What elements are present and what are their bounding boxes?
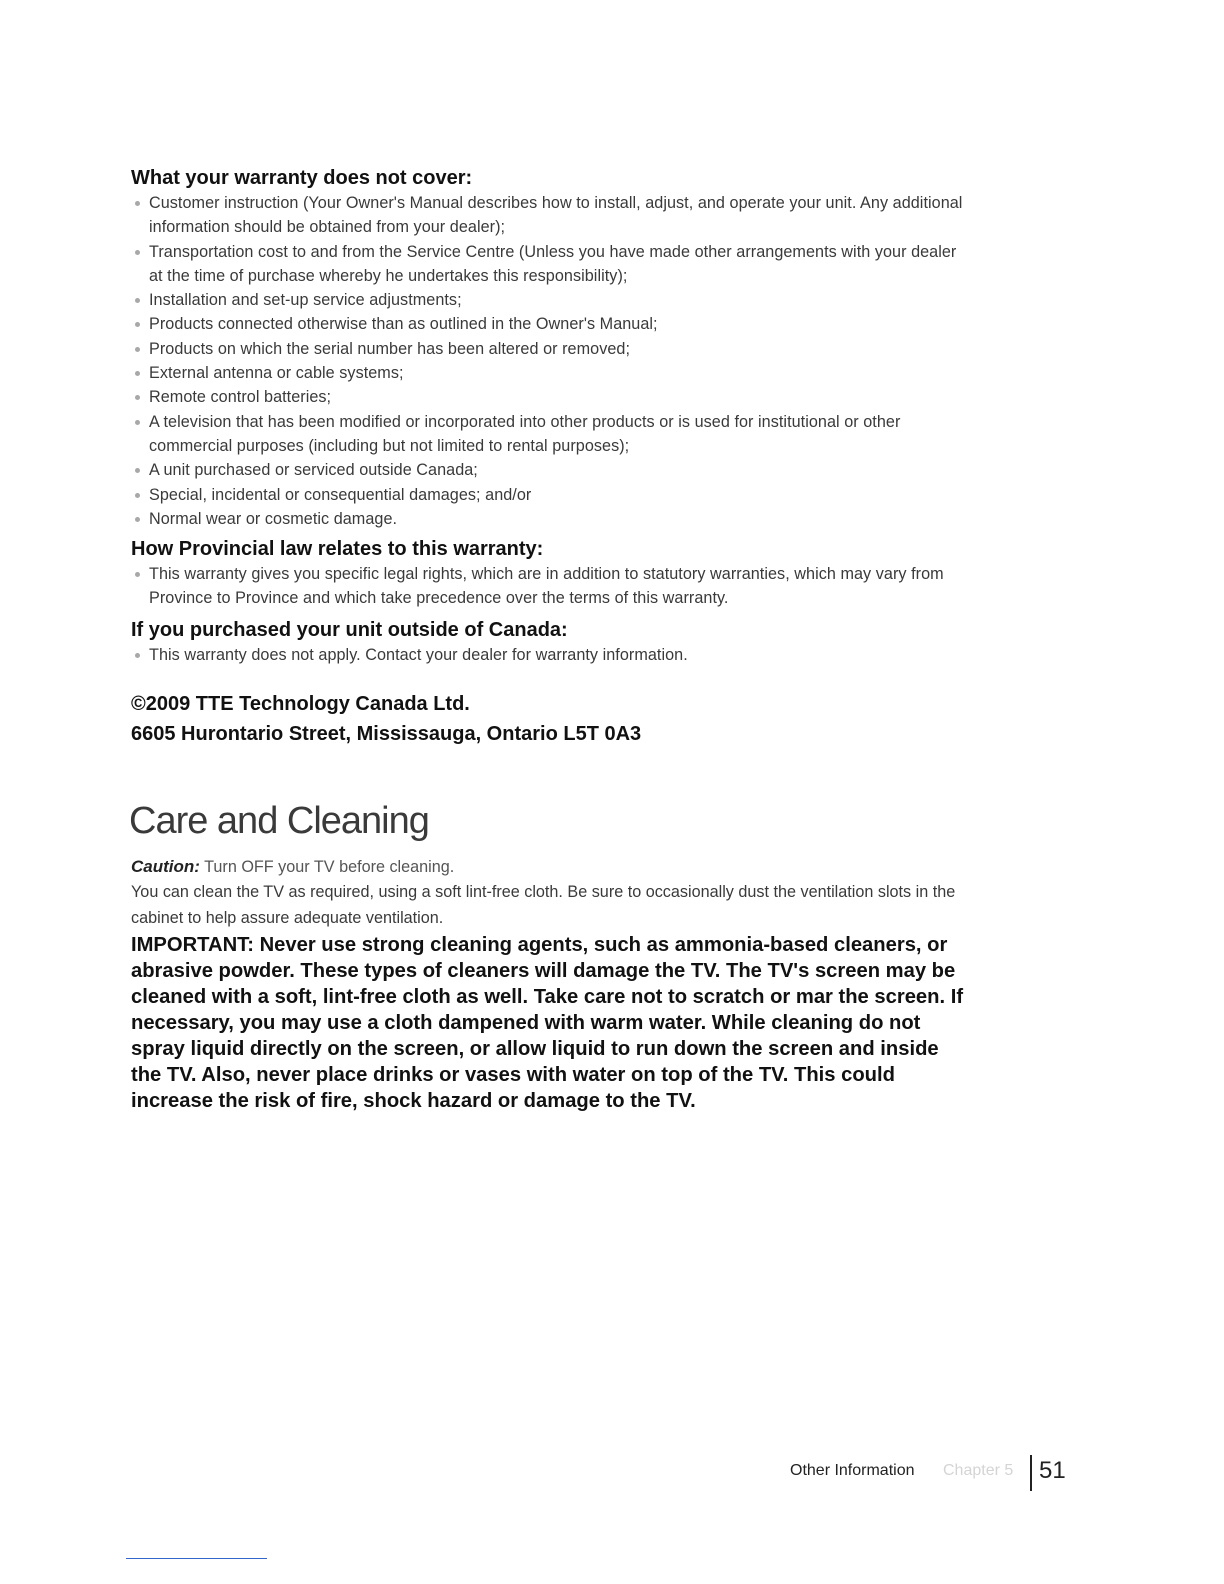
bottom-rule	[126, 1558, 267, 1559]
warranty-exclusions-list	[131, 191, 971, 531]
list-item: This warranty does not apply. Contact your dealer for warranty information.	[131, 643, 971, 667]
list-item: Normal wear or cosmetic damage.	[131, 507, 971, 531]
page-content	[131, 166, 971, 1114]
list-item: Products on which the serial number has been altered or removed;	[131, 337, 971, 361]
cleaning-paragraph: You can clean the TV as required, using a soft lint-free cloth. Be sure to occasionally dust the ventilation slots in the cabinet to help assure adequate ventilation.	[131, 883, 956, 927]
list-item: Special, incidental or consequential damages; and/or	[131, 483, 971, 507]
caution-text: Turn OFF your TV before cleaning.	[199, 858, 455, 877]
important-notice: IMPORTANT: Never use strong cleaning agents, such as ammonia-based cleaners, or abrasive powder. These types of cleaners will damage the TV. The TV's screen may be cleaned with a soft, lint-free cloth as well. Take care not to scratch or mar the screen. If necessary, you may use a cloth dampened with warm water. While cleaning do not spray liquid directly on the screen, or allow liquid to run down the screen and inside the TV. Also, never place drinks or vases with water on top of the TV. This could increase the risk of fire, shock hazard or damage to the TV.	[131, 934, 964, 1113]
company-info	[131, 689, 971, 749]
footer-section-label: Other Information	[790, 1462, 915, 1479]
provincial-law-section	[131, 537, 971, 611]
page-footer	[790, 1455, 1090, 1491]
list-item: Remote control batteries;	[131, 385, 971, 409]
list-item: Products connected otherwise than as outlined in the Owner's Manual;	[131, 312, 971, 336]
list-item: Customer instruction (Your Owner's Manual describes how to install, adjust, and operate your unit. Any additional information should be obtained from your dealer);	[131, 191, 971, 240]
footer-divider	[1030, 1455, 1032, 1491]
list-item: Installation and set-up service adjustments;	[131, 288, 971, 312]
outside-canada-heading: If you purchased your unit outside of Canada:	[131, 618, 568, 641]
warranty-exclusions-section	[131, 166, 971, 531]
caution-label: Caution:	[131, 857, 200, 877]
copyright-line: ©2009 TTE Technology Canada Ltd.	[131, 693, 470, 716]
list-item: Transportation cost to and from the Service Centre (Unless you have made other arrangements with your dealer at the time of purchase whereby he undertakes this responsibility);	[131, 240, 971, 289]
caution-note	[131, 855, 971, 879]
list-item: External antenna or cable systems;	[131, 361, 971, 385]
outside-canada-list	[131, 643, 971, 667]
list-item: A television that has been modified or incorporated into other products or is used for institutional or other commercial purposes (including but not limited to rental purposes);	[131, 410, 971, 459]
page-number: 51	[1039, 1457, 1066, 1484]
provincial-law-heading: How Provincial law relates to this warranty:	[131, 538, 544, 561]
care-cleaning-title: Care and Cleaning	[129, 800, 429, 843]
warranty-exclusions-heading: What your warranty does not cover:	[131, 167, 473, 189]
outside-canada-section	[131, 618, 971, 667]
footer-chapter-label: Chapter 5	[943, 1462, 1014, 1479]
list-item: A unit purchased or serviced outside Canada;	[131, 458, 971, 482]
provincial-law-list	[131, 562, 971, 611]
company-address: 6605 Hurontario Street, Mississauga, Ontario L5T 0A3	[131, 723, 642, 746]
list-item: This warranty gives you specific legal rights, which are in addition to statutory warranties, which may vary from Province to Province and which take precedence over the terms of this warranty.	[131, 562, 971, 611]
